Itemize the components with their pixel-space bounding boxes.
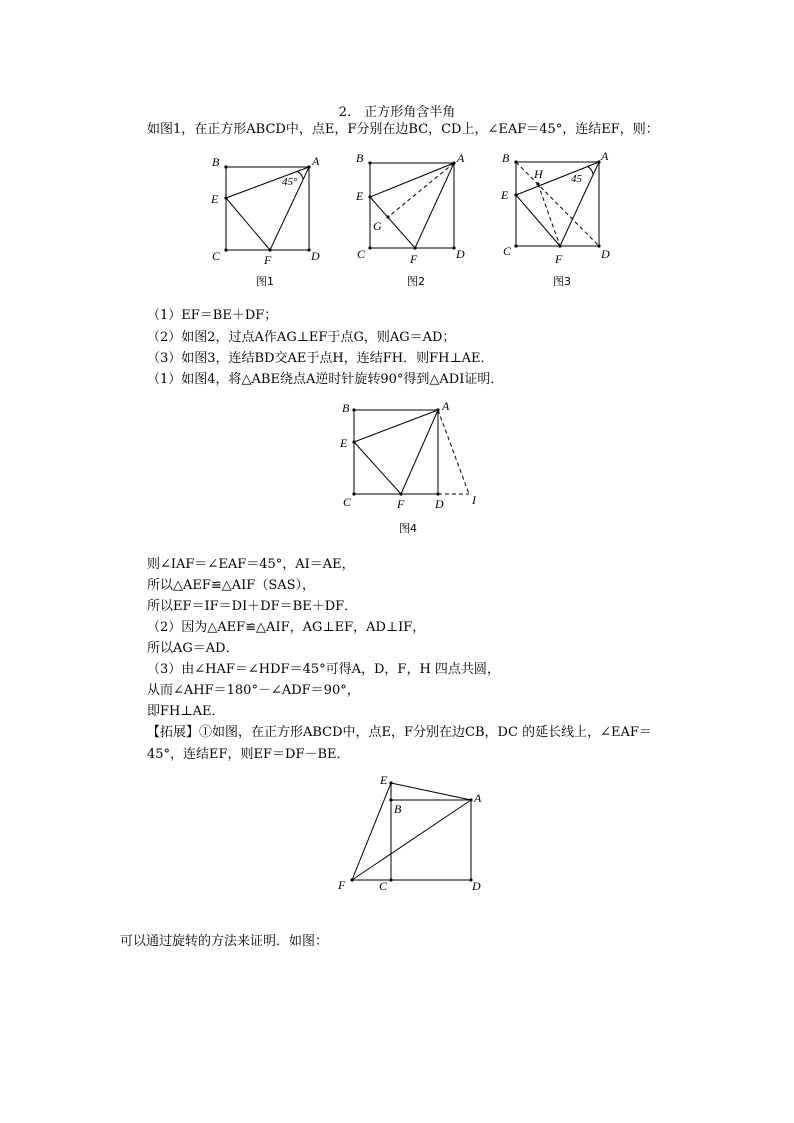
- closing-text: 可以通过旋转的方法来证明．如图：: [120, 934, 329, 949]
- proof-line-8: 即FH⊥AE．: [147, 704, 225, 719]
- proof-line-5: 所以AG＝AD．: [147, 641, 239, 656]
- fig1-angle-label: 45°: [282, 176, 298, 188]
- fig1-label-D: D: [311, 249, 320, 263]
- proof-line-3: 所以EF＝IF＝DI＋DF＝BE＋DF．: [147, 599, 358, 614]
- figure-4: [335, 398, 495, 538]
- proof-line-2: 所以△AEF≌△AIF（SAS），: [147, 578, 316, 593]
- figure-3: [490, 150, 620, 290]
- fig2-label-A: A: [457, 151, 465, 165]
- proof-line-4: （2）因为△AEF≌△AIF，AG⊥EF，AD⊥IF，: [147, 620, 426, 635]
- fig5-label-C: C: [379, 879, 388, 893]
- fig1-label-E: E: [211, 192, 219, 206]
- intro-text: 如图1，在正方形ABCD中，点E，F分别在边BC，CD上，∠EAF＝45°，连结EF，则：: [147, 122, 659, 137]
- fig4-caption: 图4: [399, 522, 417, 535]
- proof-line-7: 从而∠AHF＝180°－∠ADF＝90°，: [147, 683, 360, 698]
- fig5-label-E: E: [380, 773, 388, 787]
- figure-5-diagram: [330, 770, 490, 895]
- fig3-label-H: H: [534, 167, 543, 181]
- fig3-label-D: D: [601, 247, 610, 261]
- fig2-label-G: G: [373, 219, 382, 233]
- fig4-label-E: E: [340, 436, 348, 450]
- proof-line-6: （3）由∠HAF＝∠HDF＝45°可得A，D，F，H 四点共圆，: [147, 662, 500, 677]
- figure-1: [200, 150, 330, 290]
- fig2-label-E: E: [356, 189, 364, 203]
- fig1-label-F: F: [264, 253, 272, 267]
- fig5-label-D: D: [472, 879, 481, 893]
- proof-line-1: 则∠IAF＝∠EAF＝45°，AI＝AE，: [147, 557, 355, 572]
- figure-4-diagram: [335, 398, 495, 538]
- fig3-label-A: A: [601, 149, 609, 163]
- fig3-angle-label: 45: [571, 173, 582, 185]
- fig4-label-I: I: [472, 493, 476, 507]
- fig4-label-F: F: [397, 497, 405, 511]
- figure-5: [330, 770, 490, 895]
- section-title: 2． 正方形角含半角: [338, 105, 456, 120]
- fig4-label-D: D: [435, 497, 444, 511]
- fig3-label-F: F: [555, 252, 563, 266]
- fig4-label-B: B: [342, 401, 350, 415]
- claim-1: （1）EF＝BE＋DF；: [147, 308, 278, 323]
- fig1-label-A: A: [312, 154, 320, 168]
- fig2-label-D: D: [456, 247, 465, 261]
- fig5-label-F: F: [338, 878, 346, 892]
- fig2-label-B: B: [356, 151, 364, 165]
- fig2-caption: 图2: [407, 275, 425, 288]
- fig4-label-A: A: [442, 399, 450, 413]
- fig4-label-C: C: [343, 495, 352, 509]
- fig1-caption: 图1: [256, 275, 274, 288]
- fig2-label-F: F: [410, 252, 418, 266]
- figure-2-diagram: [345, 150, 475, 290]
- fig5-label-A: A: [474, 791, 482, 805]
- fig2-label-C: C: [357, 247, 366, 261]
- claim-4: （1）如图4，将△ABE绕点A逆时针旋转90°得到△ADI证明．: [147, 372, 504, 387]
- fig1-label-B: B: [212, 155, 220, 169]
- fig1-label-C: C: [212, 249, 221, 263]
- fig5-label-B: B: [394, 802, 402, 816]
- figure-2: [345, 150, 475, 290]
- figure-3-diagram: [490, 150, 620, 290]
- claim-3: （3）如图3，连结BD交AE于点H，连结FH．则FH⊥AE．: [147, 351, 494, 366]
- fig3-label-C: C: [503, 244, 512, 258]
- claim-2: （2）如图2，过点A作AG⊥EF于点G，则AG＝AD；: [147, 330, 456, 345]
- figure-1-diagram: [200, 150, 330, 290]
- fig3-label-E: E: [501, 188, 509, 202]
- extension-line-2: 45°，连结EF，则EF＝DF－BE．: [147, 747, 350, 762]
- fig3-label-B: B: [502, 151, 510, 165]
- extension-line-1: 【拓展】①如图，在正方形ABCD中，点E，F分别在边CB，DC 的延长线上，∠EAF＝: [147, 725, 652, 740]
- fig3-caption: 图3: [553, 275, 571, 288]
